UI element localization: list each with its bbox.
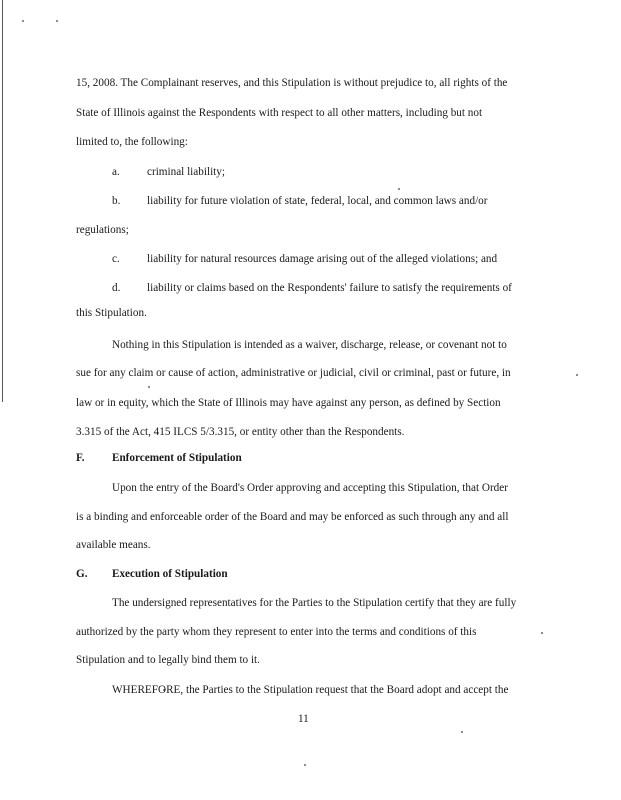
list-item-text: criminal liability;	[147, 166, 225, 178]
list-item-text: liability for future violation of state, federal, local, and common laws and/or	[147, 195, 488, 207]
body-text-line: limited to, the following:	[76, 136, 188, 148]
scan-speck	[304, 764, 306, 766]
section-heading-letter: F.	[76, 452, 85, 464]
body-text-line: The undersigned representatives for the Parties to the Stipulation certify that they are fully	[112, 597, 517, 609]
list-item-continuation: regulations;	[76, 224, 129, 236]
body-text-line: 15, 2008. The Complainant reserves, and this Stipulation is without prejudice to, all rights of the	[76, 77, 508, 89]
body-text-line: 3.315 of the Act, 415 ILCS 5/3.315, or entity other than the Respondents.	[76, 426, 405, 438]
section-heading-title: Enforcement of Stipulation	[112, 452, 242, 464]
list-item-letter: c.	[112, 253, 120, 265]
scan-speck	[541, 632, 543, 634]
list-item-letter: b.	[112, 195, 121, 207]
scan-speck	[148, 386, 150, 388]
body-text-line: authorized by the party whom they represent to enter into the terms and conditions of this	[76, 626, 477, 638]
body-text-line: law or in equity, which the State of Illinois may have against any person, as defined by Section	[76, 397, 501, 409]
scan-speck	[22, 20, 24, 22]
list-item-letter: d.	[112, 282, 121, 294]
body-text-line: State of Illinois against the Respondents with respect to all other matters, including but not	[76, 107, 483, 119]
binding-edge-line	[2, 0, 3, 402]
body-text-line: is a binding and enforceable order of the Board and may be enforced as such through any and all	[76, 511, 509, 523]
list-item-continuation: this Stipulation.	[76, 307, 147, 319]
list-item-text: liability for natural resources damage arising out of the alleged violations; and	[147, 253, 498, 265]
body-text-line: WHEREFORE, the Parties to the Stipulation request that the Board adopt and accept the	[112, 684, 509, 696]
body-text-line: available means.	[76, 539, 151, 551]
scan-speck	[461, 731, 463, 733]
section-heading-title: Execution of Stipulation	[112, 568, 228, 580]
scan-speck	[56, 20, 58, 22]
scan-speck	[398, 188, 400, 190]
scan-speck	[576, 374, 578, 376]
list-item-letter: a.	[112, 166, 120, 178]
body-text-line: Upon the entry of the Board's Order approving and accepting this Stipulation, that Order	[112, 482, 508, 494]
body-text-line: sue for any claim or cause of action, administrative or judicial, civil or criminal, past or future, in	[76, 367, 511, 379]
list-item-text: liability or claims based on the Respondents' failure to satisfy the requirements of	[147, 282, 512, 294]
page-number: 11	[298, 713, 309, 725]
section-heading-letter: G.	[76, 568, 88, 580]
body-text-line: Stipulation and to legally bind them to it.	[76, 654, 260, 666]
body-text-line: Nothing in this Stipulation is intended as a waiver, discharge, release, or covenant not to	[112, 339, 507, 351]
